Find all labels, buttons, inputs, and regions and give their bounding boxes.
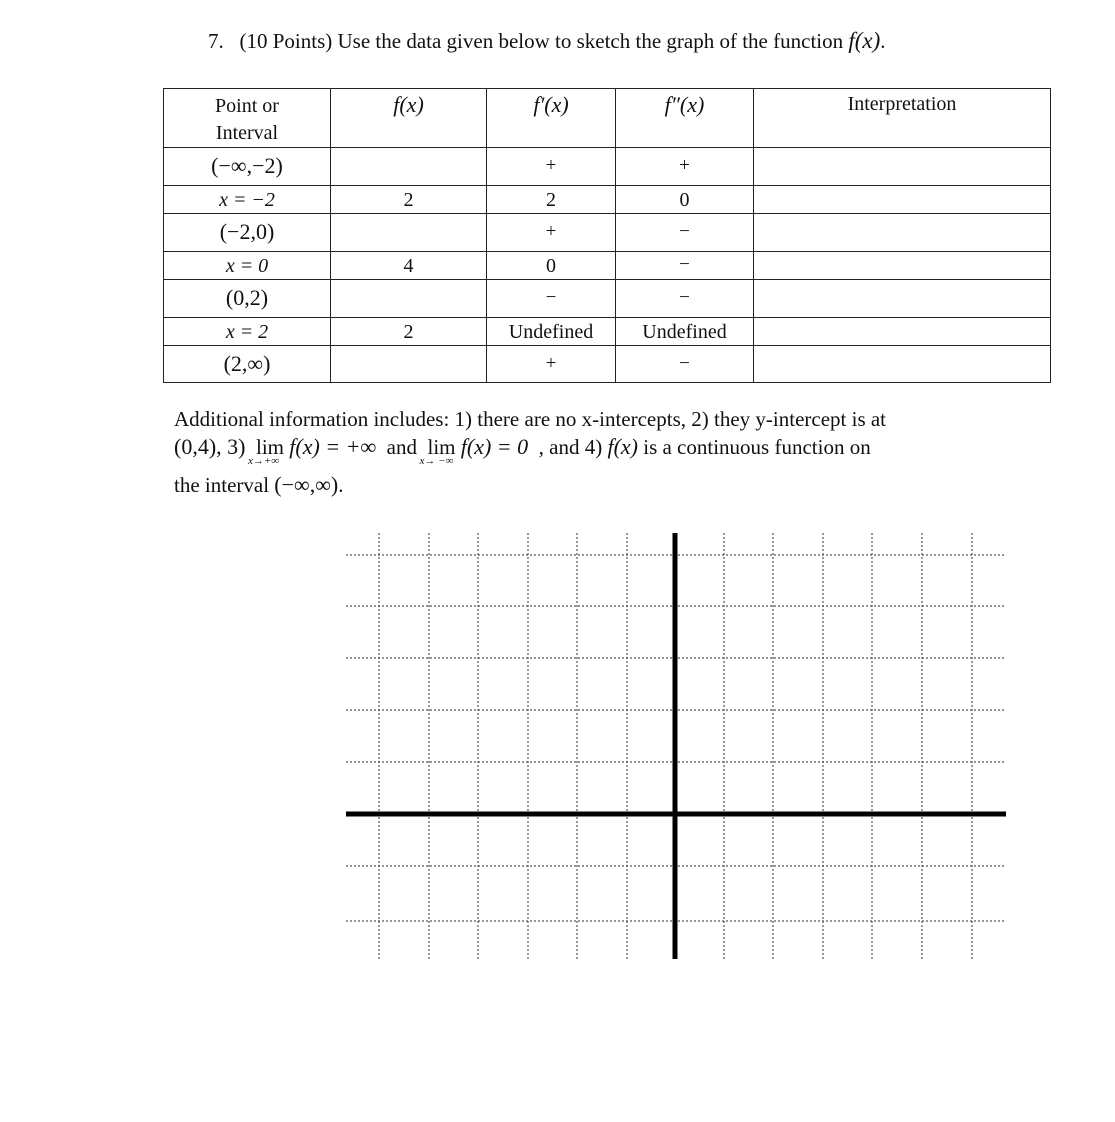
question-number: 7. — [208, 29, 224, 53]
cell-f-prime: + — [487, 214, 616, 252]
cell-f-double-prime: Undefined — [616, 318, 754, 346]
cell-f-prime: 2 — [487, 186, 616, 214]
header-f-double-prime: f″(x) — [616, 89, 754, 148]
additional-information — [174, 406, 1004, 500]
cell-f-double-prime: − — [616, 252, 754, 280]
additional-line-3 — [174, 471, 1004, 500]
interval-lead: the interval — [174, 473, 270, 498]
cell-f-prime: Undefined — [487, 318, 616, 346]
cell-interpretation — [754, 318, 1051, 346]
cell-interpretation — [754, 214, 1051, 252]
table-header-row — [164, 89, 1051, 148]
cell-fx: 4 — [331, 252, 487, 280]
table-row — [164, 346, 1051, 383]
cell-fx — [331, 346, 487, 383]
and-word: and — [386, 435, 417, 460]
continuity-text: is a continuous function on — [643, 435, 871, 460]
cell-fx — [331, 214, 487, 252]
table-row — [164, 186, 1051, 214]
header-point-interval: Point or Interval — [164, 89, 331, 148]
cell-f-prime: + — [487, 346, 616, 383]
lim-subscript: x→ −∞ — [419, 455, 454, 468]
cell-point: x = 0 — [164, 252, 331, 280]
table-row — [164, 318, 1051, 346]
cell-point: (2,∞) — [164, 346, 331, 383]
cell-interpretation — [754, 186, 1051, 214]
lim-label: lim — [427, 435, 456, 460]
limit-plus-infinity — [247, 434, 284, 468]
question-text: (10 Points) Use the data given below to sketch the graph of the function — [239, 29, 844, 53]
cell-fx: 2 — [331, 318, 487, 346]
cell-point: x = 2 — [164, 318, 331, 346]
y-intercept-point: (0,4), 3) — [174, 434, 246, 460]
interval-value: (−∞,∞) — [274, 472, 339, 498]
cell-f-double-prime: − — [616, 346, 754, 383]
cell-f-double-prime: + — [616, 148, 754, 186]
question-end: . — [880, 29, 886, 53]
table-row — [164, 148, 1051, 186]
cell-interpretation — [754, 252, 1051, 280]
header-fx: f(x) — [331, 89, 487, 148]
cell-fx — [331, 148, 487, 186]
cell-point: (0,2) — [164, 280, 331, 318]
continuity-function: f(x) — [607, 434, 638, 460]
header-interpretation: Interpretation — [754, 89, 1051, 148]
limit-expression: f(x) = +∞ — [289, 434, 377, 460]
cell-interpretation — [754, 280, 1051, 318]
cell-interpretation — [754, 346, 1051, 383]
cell-fx: 2 — [331, 186, 487, 214]
question-function: f(x) — [848, 28, 881, 53]
interval-end: . — [338, 473, 344, 498]
table-row — [164, 252, 1051, 280]
table-row — [164, 280, 1051, 318]
additional-line-1: Additional information includes: 1) there are no x-intercepts, 2) they y-intercept is at — [174, 407, 887, 431]
lim-subscript: x→+∞ — [247, 455, 280, 468]
limit-expression: f(x) = 0 — [460, 434, 529, 460]
table-row — [164, 214, 1051, 252]
additional-line-2 — [174, 433, 1004, 471]
cell-f-prime: − — [487, 280, 616, 318]
cell-f-double-prime: 0 — [616, 186, 754, 214]
cell-point: x = −2 — [164, 186, 331, 214]
limit-minus-infinity — [419, 434, 456, 468]
data-table — [163, 88, 1051, 383]
lim-label: lim — [255, 435, 284, 460]
coordinate-grid[interactable] — [346, 533, 1008, 961]
cell-f-prime: 0 — [487, 252, 616, 280]
cell-point: (−∞,−2) — [164, 148, 331, 186]
question-prompt — [208, 28, 886, 54]
cell-f-double-prime: − — [616, 280, 754, 318]
cell-point: (−2,0) — [164, 214, 331, 252]
cell-fx — [331, 280, 487, 318]
cell-f-prime: + — [487, 148, 616, 186]
header-f-prime: f′(x) — [487, 89, 616, 148]
cell-f-double-prime: − — [616, 214, 754, 252]
continuity-lead: , and 4) — [538, 435, 603, 460]
cell-interpretation — [754, 148, 1051, 186]
